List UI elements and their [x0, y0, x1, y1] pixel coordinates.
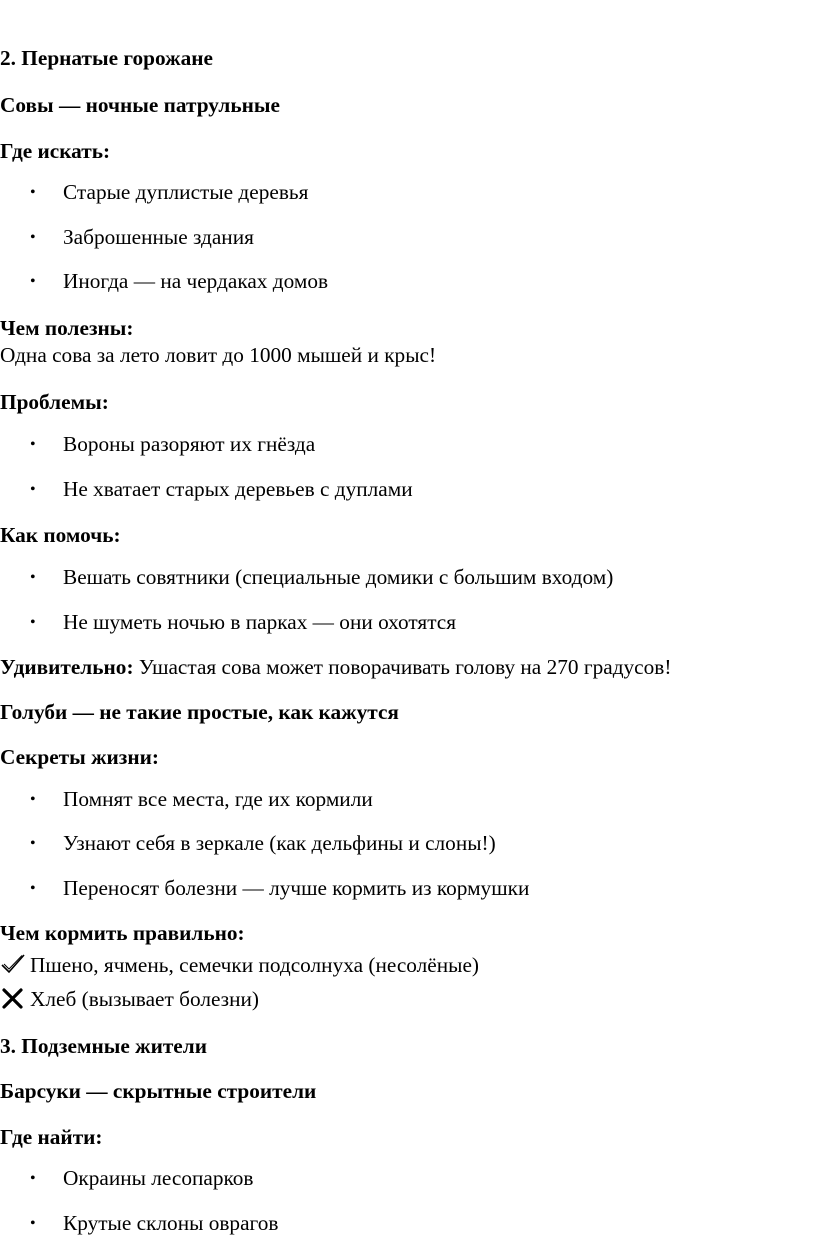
badgers-title: Барсуки — скрытные строители: [0, 1079, 317, 1103]
bullet-icon: •: [30, 273, 36, 290]
amazing-label: Удивительно:: [0, 655, 134, 679]
feed-bad-text: Хлеб (вызывает болезни): [30, 987, 259, 1011]
amazing-text: Ушастая сова может поворачивать голову на 270 градусов!: [133, 655, 672, 679]
list-item: Не шуметь ночью в парках — они охотятся: [63, 610, 457, 634]
pigeons-title: Голуби — не такие простые, как кажутся: [0, 700, 399, 724]
bullet-icon: •: [30, 569, 36, 586]
section-3-heading: 3. Подземные жители: [0, 1034, 207, 1058]
list-item: Окраины лесопарков: [63, 1166, 254, 1190]
list-item: Помнят все места, где их кормили: [63, 787, 373, 811]
feed-bad-line: [0, 987, 259, 1011]
owls-where-label: Где искать:: [0, 139, 111, 163]
list-item: Заброшенные здания: [63, 225, 254, 249]
bullet-icon: •: [30, 791, 36, 808]
owls-problems-label: Проблемы:: [0, 390, 109, 414]
owls-useful-label: Чем полезны:: [0, 316, 134, 340]
list-item: Старые дуплистые деревья: [63, 180, 309, 204]
section-2-heading: 2. Пернатые горожане: [0, 46, 213, 70]
bullet-icon: •: [30, 436, 36, 453]
owls-title: Совы — ночные патрульные: [0, 93, 280, 117]
bullet-icon: •: [30, 835, 36, 852]
list-item: Переносят болезни — лучше кормить из кормушки: [63, 876, 530, 900]
feed-good-line: [0, 953, 479, 977]
owls-amazing: [0, 655, 671, 679]
list-item: Узнают себя в зеркале (как дельфины и слоны!): [63, 831, 496, 855]
owls-useful-text: Одна сова за лето ловит до 1000 мышей и крыс!: [0, 343, 437, 367]
list-item: Иногда — на чердаках домов: [63, 269, 329, 293]
bullet-icon: •: [30, 1170, 36, 1187]
bullet-icon: •: [30, 880, 36, 897]
badgers-where-label: Где найти:: [0, 1125, 103, 1149]
bullet-icon: •: [30, 614, 36, 631]
feed-good-text: Пшено, ячмень, семечки подсолнуха (несолёные): [30, 953, 479, 977]
pigeons-secrets-label: Секреты жизни:: [0, 745, 159, 769]
bullet-icon: •: [30, 184, 36, 201]
list-item: Не хватает старых деревьев с дуплами: [63, 477, 413, 501]
list-item: Вороны разоряют их гнёзда: [63, 432, 316, 456]
owls-help-label: Как помочь:: [0, 523, 121, 547]
list-item: Крутые склоны оврагов: [63, 1211, 279, 1235]
bullet-icon: •: [30, 1215, 36, 1232]
list-item: Вешать совятники (специальные домики с большим входом): [63, 565, 614, 589]
cross-mark-icon: [0, 987, 30, 1011]
bullet-icon: •: [30, 481, 36, 498]
pigeons-feed-label: Чем кормить правильно:: [0, 921, 245, 945]
bullet-icon: •: [30, 229, 36, 246]
check-mark-icon: [0, 953, 30, 977]
